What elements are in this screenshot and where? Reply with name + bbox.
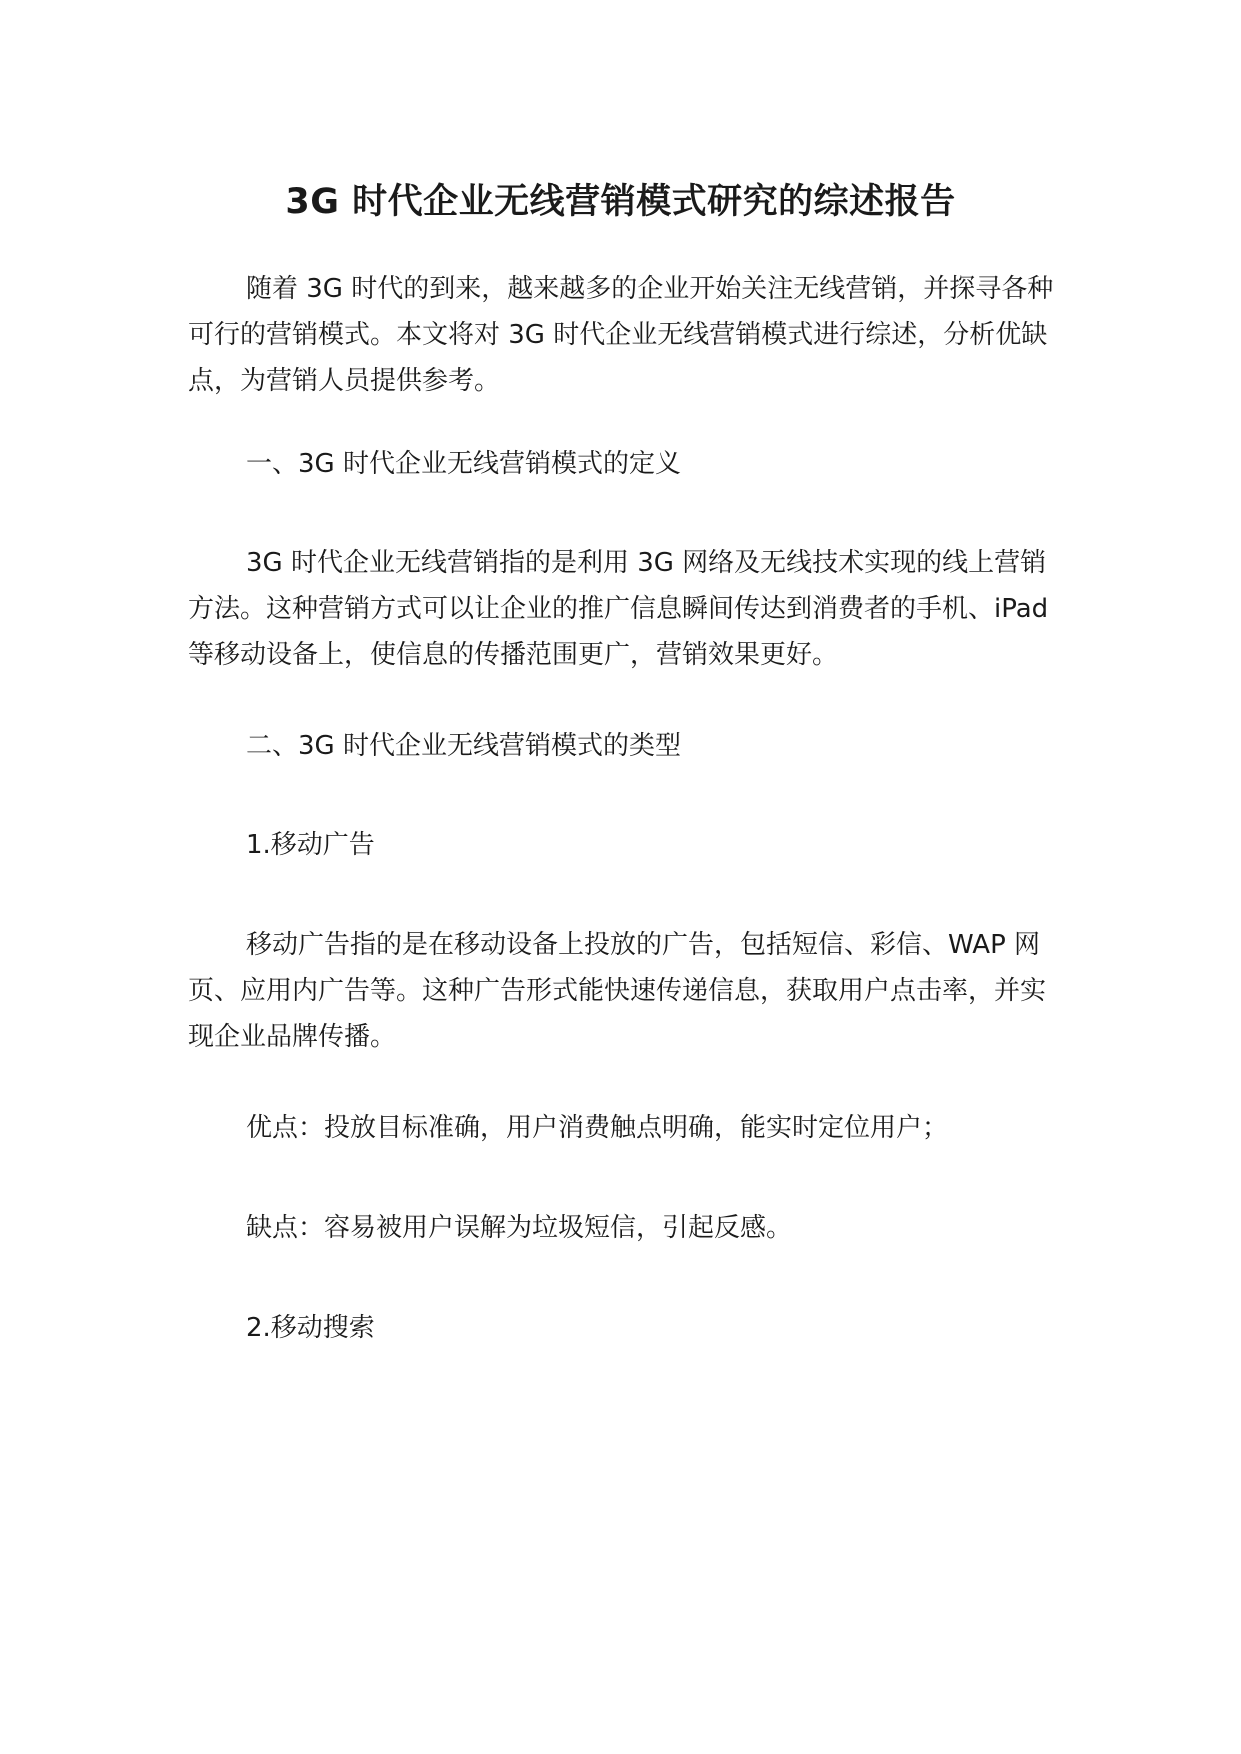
document-title: 3G 时代企业无线营销模式研究的综述报告 [285, 182, 956, 222]
item-1-pros: 优点：投放目标准确，用户消费触点明确，能实时定位用户； [246, 1113, 949, 1143]
item-1-cons: 缺点：容易被用户误解为垃圾短信，引起反感。 [246, 1213, 793, 1243]
section-2-heading: 二、3G 时代企业无线营销模式的类型 [246, 731, 681, 761]
section-1-heading: 一、3G 时代企业无线营销模式的定义 [246, 449, 681, 479]
item-1-heading: 1.移动广告 [246, 830, 375, 860]
item-1-paragraph: 移动广告指的是在移动设备上投放的广告，包括短信、彩信、WAP 网页、应用内广告等。这种广告形式能快速传递信息，获取用户点击率，并实现企业品牌传播。 [188, 930, 1047, 1052]
item-2-heading: 2.移动搜索 [246, 1313, 375, 1343]
intro-paragraph: 随着 3G 时代的到来，越来越多的企业开始关注无线营销，并探寻各种可行的营销模式。本文将对 3G 时代企业无线营销模式进行综述，分析优缺点，为营销人员提供参考。 [188, 274, 1054, 396]
section-1-paragraph: 3G 时代企业无线营销指的是利用 3G 网络及无线技术实现的线上营销方法。这种营销方式可以让企业的推广信息瞬间传达到消费者的手机、iPad 等移动设备上，使信息的传播范围更广，营销效果更好。 [188, 548, 1049, 670]
